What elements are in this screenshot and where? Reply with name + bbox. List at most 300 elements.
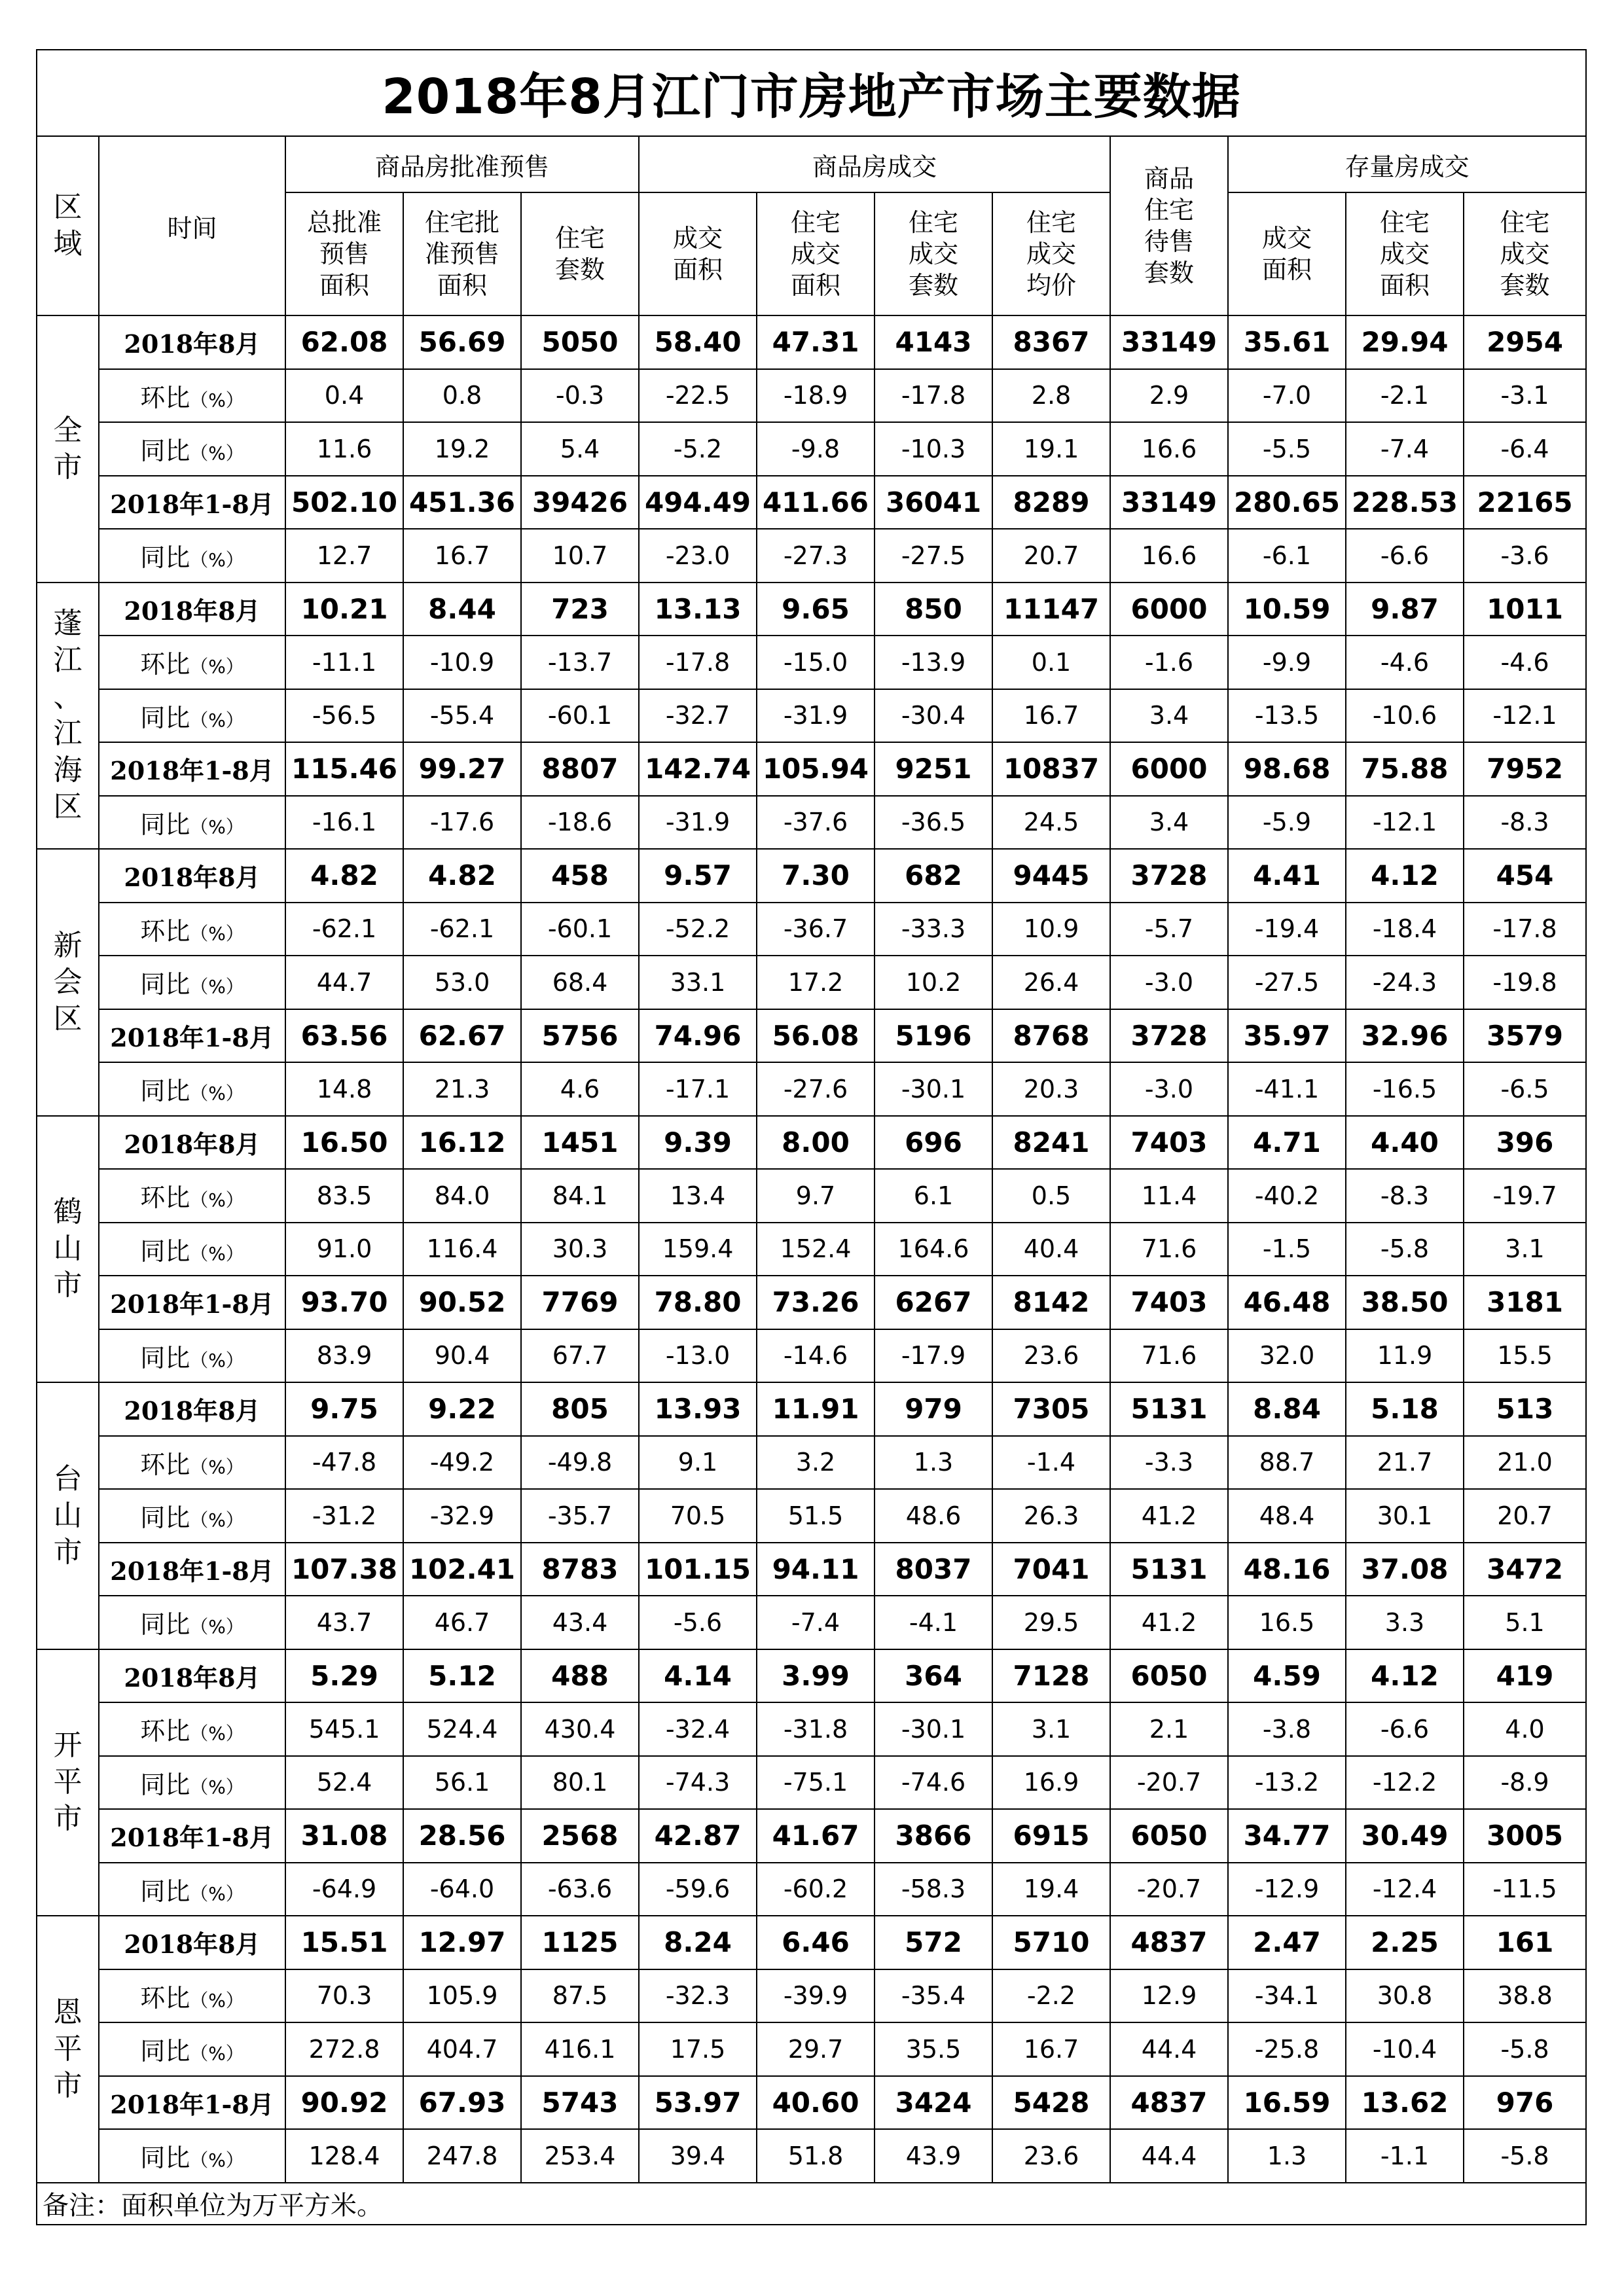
table-cell: 33149 <box>1110 476 1228 529</box>
row-label-text: 同比 <box>140 703 190 732</box>
table-cell: 53.0 <box>403 956 521 1009</box>
row-label-text: 同比 <box>140 1770 190 1799</box>
table-cell: 23.6 <box>992 1329 1110 1383</box>
row-label-unit: （%） <box>190 709 244 731</box>
table-cell: -1.4 <box>992 1436 1110 1490</box>
table-cell: 3866 <box>875 1809 992 1863</box>
table-cell: 62.08 <box>285 315 403 369</box>
table-cell: -12.9 <box>1228 1863 1346 1916</box>
table-cell: 3.1 <box>992 1702 1110 1756</box>
table-cell: -5.9 <box>1228 796 1346 850</box>
table-cell: 9.57 <box>639 849 757 903</box>
table-cell: -12.1 <box>1464 689 1586 743</box>
table-cell: 6000 <box>1110 583 1228 636</box>
row-label-text: 环比 <box>140 1983 190 2013</box>
table-cell: -6.4 <box>1464 422 1586 476</box>
row-label: 2018年8月 <box>99 583 285 636</box>
table-cell: 14.8 <box>285 1062 403 1116</box>
table-cell: 19.1 <box>992 422 1110 476</box>
table-cell: 19.4 <box>992 1863 1110 1916</box>
table-cell: -31.8 <box>757 1702 875 1756</box>
table-cell: 4.82 <box>285 849 403 903</box>
table-cell: 56.1 <box>403 1756 521 1810</box>
table-cell: 12.97 <box>403 1916 521 1969</box>
table-cell: 4.41 <box>1228 849 1346 903</box>
table-cell: -1.5 <box>1228 1223 1346 1276</box>
table-cell: 21.0 <box>1464 1436 1586 1490</box>
table-cell: 88.7 <box>1228 1436 1346 1490</box>
table-cell: -19.4 <box>1228 903 1346 956</box>
row-label-text: 同比 <box>140 2037 190 2066</box>
table-cell: -32.3 <box>639 1969 757 2023</box>
table-cell: -30.1 <box>875 1062 992 1116</box>
table-cell: 11.4 <box>1110 1169 1228 1223</box>
row-label-unit: （%） <box>190 1616 244 1638</box>
table-cell: 6.1 <box>875 1169 992 1223</box>
table-cell: -31.9 <box>639 796 757 850</box>
table-cell: 7403 <box>1110 1116 1228 1170</box>
row-label-text: 环比 <box>140 1717 190 1746</box>
table-cell: 44.7 <box>285 956 403 1009</box>
table-cell: -13.2 <box>1228 1756 1346 1810</box>
row-label-unit: （%） <box>190 1882 244 1905</box>
table-row <box>37 369 1586 423</box>
row-label-text: 同比 <box>140 1343 190 1372</box>
row-label: 2018年1-8月 <box>99 2076 285 2130</box>
table-cell: 4.40 <box>1346 1116 1464 1170</box>
table-cell: 48.16 <box>1228 1543 1346 1596</box>
table-cell: -18.9 <box>757 369 875 423</box>
table-row <box>37 1916 1586 1969</box>
table-cell: 20.7 <box>1464 1489 1586 1543</box>
table-cell: -1.1 <box>1346 2129 1464 2183</box>
table-cell: 58.40 <box>639 315 757 369</box>
row-label: 2018年1-8月 <box>99 1276 285 1329</box>
table-cell: 3.2 <box>757 1436 875 1490</box>
row-label <box>99 1489 285 1543</box>
table-cell: 10.59 <box>1228 583 1346 636</box>
table-cell: 15.51 <box>285 1916 403 1969</box>
table-cell: 62.67 <box>403 1009 521 1063</box>
table-cell: -49.8 <box>521 1436 639 1490</box>
table-cell: 68.4 <box>521 956 639 1009</box>
table-cell: 84.1 <box>521 1169 639 1223</box>
table-cell: -41.1 <box>1228 1062 1346 1116</box>
table-cell: 67.7 <box>521 1329 639 1383</box>
table-cell: 73.26 <box>757 1276 875 1329</box>
table-cell: 41.67 <box>757 1809 875 1863</box>
table-cell: 5.1 <box>1464 1596 1586 1649</box>
table-cell: 41.2 <box>1110 1489 1228 1543</box>
row-label-text: 同比 <box>140 970 190 999</box>
table-row <box>37 742 1586 796</box>
table-cell: -32.7 <box>639 689 757 743</box>
table-cell: 7041 <box>992 1543 1110 1596</box>
region-name: 台 山 市 <box>37 1382 99 1649</box>
table-cell: 2.1 <box>1110 1702 1228 1756</box>
header-column: 总批准 预售 面积 <box>285 192 403 315</box>
table-cell: 30.3 <box>521 1223 639 1276</box>
table-row <box>37 1062 1586 1116</box>
table-cell: 13.62 <box>1346 2076 1464 2130</box>
table-cell: -27.5 <box>1228 956 1346 1009</box>
table-cell: 105.94 <box>757 742 875 796</box>
table-row <box>37 1009 1586 1063</box>
table-cell: -36.5 <box>875 796 992 850</box>
table-cell: 8807 <box>521 742 639 796</box>
table-cell: 6050 <box>1110 1649 1228 1703</box>
table-cell: 30.49 <box>1346 1809 1464 1863</box>
table-cell: 4143 <box>875 315 992 369</box>
table-row <box>37 689 1586 743</box>
table-cell: -10.6 <box>1346 689 1464 743</box>
table-cell: 3.3 <box>1346 1596 1464 1649</box>
header-column: 住宅 成交 套数 <box>875 192 992 315</box>
table-row <box>37 422 1586 476</box>
table-cell: 34.77 <box>1228 1809 1346 1863</box>
table-row <box>37 2076 1586 2130</box>
table-cell: 10.21 <box>285 583 403 636</box>
row-label-unit: （%） <box>190 816 244 838</box>
row-label-unit: （%） <box>190 2043 244 2065</box>
table-cell: 83.9 <box>285 1329 403 1383</box>
table-cell: -17.8 <box>1464 903 1586 956</box>
table-cell: -23.0 <box>639 529 757 583</box>
table-cell: -3.0 <box>1110 956 1228 1009</box>
table-cell: -33.3 <box>875 903 992 956</box>
table-cell: 253.4 <box>521 2129 639 2183</box>
table-cell: 488 <box>521 1649 639 1703</box>
table-row <box>37 315 1586 369</box>
table-cell: -75.1 <box>757 1756 875 1810</box>
table-cell: 78.80 <box>639 1276 757 1329</box>
table-cell: -39.9 <box>757 1969 875 2023</box>
table-cell: 2.25 <box>1346 1916 1464 1969</box>
table-cell: 16.12 <box>403 1116 521 1170</box>
table-cell: 228.53 <box>1346 476 1464 529</box>
table-cell: -27.6 <box>757 1062 875 1116</box>
region-name: 鹤 山 市 <box>37 1116 99 1383</box>
row-label-unit: （%） <box>190 922 244 944</box>
table-cell: 13.13 <box>639 583 757 636</box>
table-cell: 16.5 <box>1228 1596 1346 1649</box>
table-cell: 105.9 <box>403 1969 521 2023</box>
table-cell: 116.4 <box>403 1223 521 1276</box>
table-cell: 75.88 <box>1346 742 1464 796</box>
row-label <box>99 1702 285 1756</box>
row-label: 2018年8月 <box>99 1649 285 1703</box>
row-label <box>99 636 285 689</box>
data-table <box>36 49 1587 2225</box>
table-cell: -12.1 <box>1346 796 1464 850</box>
table-cell: 3424 <box>875 2076 992 2130</box>
table-row <box>37 796 1586 850</box>
table-cell: 8768 <box>992 1009 1110 1063</box>
table-cell: 5743 <box>521 2076 639 2130</box>
table-cell: 43.4 <box>521 1596 639 1649</box>
row-label <box>99 1062 285 1116</box>
table-cell: 2.8 <box>992 369 1110 423</box>
row-label-unit: （%） <box>190 1242 244 1265</box>
table-cell: 805 <box>521 1382 639 1436</box>
table-cell: -3.8 <box>1228 1702 1346 1756</box>
table-cell: -11.5 <box>1464 1863 1586 1916</box>
table-cell: 8367 <box>992 315 1110 369</box>
row-label-text: 同比 <box>140 1610 190 1640</box>
row-label <box>99 529 285 583</box>
row-label-unit: （%） <box>190 1989 244 2011</box>
table-cell: 1.3 <box>875 1436 992 1490</box>
table-cell: 21.7 <box>1346 1436 1464 1490</box>
table-cell: -55.4 <box>403 689 521 743</box>
table-cell: 7.30 <box>757 849 875 903</box>
table-cell: -18.6 <box>521 796 639 850</box>
table-cell: 161 <box>1464 1916 1586 1969</box>
table-cell: 47.31 <box>757 315 875 369</box>
row-label-unit: （%） <box>190 656 244 678</box>
table-cell: 7952 <box>1464 742 1586 796</box>
table-cell: -5.2 <box>639 422 757 476</box>
table-cell: -5.8 <box>1346 1223 1464 1276</box>
table-cell: 545.1 <box>285 1702 403 1756</box>
table-cell: -60.1 <box>521 689 639 743</box>
table-cell: 16.59 <box>1228 2076 1346 2130</box>
table-cell: 1451 <box>521 1116 639 1170</box>
header-time: 时间 <box>99 136 285 315</box>
table-cell: -17.8 <box>639 636 757 689</box>
table-cell: -17.1 <box>639 1062 757 1116</box>
table-cell: -13.5 <box>1228 689 1346 743</box>
table-cell: -31.9 <box>757 689 875 743</box>
table-cell: -56.5 <box>285 689 403 743</box>
table-cell: 38.50 <box>1346 1276 1464 1329</box>
table-cell: 13.4 <box>639 1169 757 1223</box>
table-cell: 91.0 <box>285 1223 403 1276</box>
table-cell: 19.2 <box>403 422 521 476</box>
row-label: 2018年8月 <box>99 849 285 903</box>
table-cell: -9.9 <box>1228 636 1346 689</box>
table-cell: 8289 <box>992 476 1110 529</box>
table-cell: 11.91 <box>757 1382 875 1436</box>
region-name: 蓬 江 、 江 海 区 <box>37 583 99 850</box>
table-cell: -6.6 <box>1346 1702 1464 1756</box>
table-cell: -60.1 <box>521 903 639 956</box>
table-cell: 404.7 <box>403 2022 521 2076</box>
table-cell: 1.3 <box>1228 2129 1346 2183</box>
table-cell: 3181 <box>1464 1276 1586 1329</box>
table-cell: 40.60 <box>757 2076 875 2130</box>
table-cell: 102.41 <box>403 1543 521 1596</box>
table-cell: 21.3 <box>403 1062 521 1116</box>
row-label-text: 环比 <box>140 1450 190 1479</box>
table-cell: 37.08 <box>1346 1543 1464 1596</box>
table-cell: 4.14 <box>639 1649 757 1703</box>
table-cell: 22165 <box>1464 476 1586 529</box>
table-cell: 38.8 <box>1464 1969 1586 2023</box>
table-cell: 7769 <box>521 1276 639 1329</box>
table-cell: 32.96 <box>1346 1009 1464 1063</box>
table-cell: 7305 <box>992 1382 1110 1436</box>
row-label-text: 环比 <box>140 916 190 946</box>
row-label-text: 环比 <box>140 383 190 412</box>
table-cell: -4.1 <box>875 1596 992 1649</box>
table-cell: -36.7 <box>757 903 875 956</box>
row-label: 2018年8月 <box>99 315 285 369</box>
table-cell: 976 <box>1464 2076 1586 2130</box>
table-cell: 20.7 <box>992 529 1110 583</box>
table-cell: 93.70 <box>285 1276 403 1329</box>
row-label: 2018年1-8月 <box>99 476 285 529</box>
table-cell: 272.8 <box>285 2022 403 2076</box>
table-cell: -13.9 <box>875 636 992 689</box>
table-cell: 502.10 <box>285 476 403 529</box>
table-cell: 26.4 <box>992 956 1110 1009</box>
table-cell: 9445 <box>992 849 1110 903</box>
table-cell: -40.2 <box>1228 1169 1346 1223</box>
row-label <box>99 956 285 1009</box>
table-row <box>37 1969 1586 2023</box>
table-cell: 513 <box>1464 1382 1586 1436</box>
table-cell: -8.3 <box>1464 796 1586 850</box>
table-cell: -11.1 <box>285 636 403 689</box>
table-cell: 411.66 <box>757 476 875 529</box>
table-cell: 4.71 <box>1228 1116 1346 1170</box>
table-cell: -7.0 <box>1228 369 1346 423</box>
table-cell: 0.1 <box>992 636 1110 689</box>
table-cell: 56.08 <box>757 1009 875 1063</box>
table-cell: -13.0 <box>639 1329 757 1383</box>
table-cell: 5131 <box>1110 1543 1228 1596</box>
table-cell: 35.97 <box>1228 1009 1346 1063</box>
table-cell: 3579 <box>1464 1009 1586 1063</box>
table-cell: 35.61 <box>1228 315 1346 369</box>
table-cell: -4.6 <box>1464 636 1586 689</box>
table-cell: 3.4 <box>1110 689 1228 743</box>
table-cell: -27.5 <box>875 529 992 583</box>
table-cell: -15.0 <box>757 636 875 689</box>
table-cell: 9.39 <box>639 1116 757 1170</box>
table-cell: 8.00 <box>757 1116 875 1170</box>
table-cell: 70.3 <box>285 1969 403 2023</box>
row-label-unit: （%） <box>190 1456 244 1478</box>
table-cell: -19.8 <box>1464 956 1586 1009</box>
table-cell: -12.4 <box>1346 1863 1464 1916</box>
header-group-transaction: 商品房成交 <box>639 136 1110 192</box>
table-cell: 29.94 <box>1346 315 1464 369</box>
table-cell: 9.87 <box>1346 583 1464 636</box>
row-label <box>99 1863 285 1916</box>
table-cell: -3.0 <box>1110 1062 1228 1116</box>
table-cell: 67.93 <box>403 2076 521 2130</box>
table-cell: 4837 <box>1110 1916 1228 1969</box>
table-row <box>37 1702 1586 1756</box>
row-label <box>99 1169 285 1223</box>
table-cell: 4.82 <box>403 849 521 903</box>
table-cell: 396 <box>1464 1116 1586 1170</box>
row-label <box>99 422 285 476</box>
footnote: 备注：面积单位为万平方米。 <box>37 2183 1586 2225</box>
table-cell: 128.4 <box>285 2129 403 2183</box>
row-label-text: 环比 <box>140 1183 190 1213</box>
table-cell: 6050 <box>1110 1809 1228 1863</box>
header-column: 住宅 成交 面积 <box>757 192 875 315</box>
table-cell: 16.6 <box>1110 529 1228 583</box>
table-cell: 159.4 <box>639 1223 757 1276</box>
table-row <box>37 1489 1586 1543</box>
table-cell: 5.18 <box>1346 1382 1464 1436</box>
table-cell: 3.4 <box>1110 796 1228 850</box>
table-cell: 16.6 <box>1110 422 1228 476</box>
row-label-unit: （%） <box>190 389 244 411</box>
header-column: 住宅批 准预售 面积 <box>403 192 521 315</box>
table-cell: 33149 <box>1110 315 1228 369</box>
row-label: 2018年1-8月 <box>99 742 285 796</box>
table-cell: 36041 <box>875 476 992 529</box>
table-cell: -10.3 <box>875 422 992 476</box>
table-cell: 99.27 <box>403 742 521 796</box>
row-label: 2018年1-8月 <box>99 1809 285 1863</box>
table-cell: 51.8 <box>757 2129 875 2183</box>
row-label <box>99 369 285 423</box>
table-cell: 8.24 <box>639 1916 757 1969</box>
table-cell: -35.4 <box>875 1969 992 2023</box>
table-cell: -5.8 <box>1464 2129 1586 2183</box>
table-cell: -63.6 <box>521 1863 639 1916</box>
table-cell: 29.7 <box>757 2022 875 2076</box>
row-label <box>99 796 285 850</box>
table-cell: 10837 <box>992 742 1110 796</box>
row-label-unit: （%） <box>190 442 244 465</box>
table-cell: -12.2 <box>1346 1756 1464 1810</box>
table-cell: -64.9 <box>285 1863 403 1916</box>
table-cell: 35.5 <box>875 2022 992 2076</box>
table-row <box>37 476 1586 529</box>
table-cell: 5131 <box>1110 1382 1228 1436</box>
table-row <box>37 2129 1586 2183</box>
data-sheet <box>36 49 1585 2225</box>
table-row <box>37 903 1586 956</box>
region-name: 全 市 <box>37 315 99 583</box>
table-cell: -74.6 <box>875 1756 992 1810</box>
region-name: 恩 平 市 <box>37 1916 99 2183</box>
table-cell: 30.8 <box>1346 1969 1464 2023</box>
header-column: 成交 面积 <box>1228 192 1346 315</box>
table-cell: 16.7 <box>992 2022 1110 2076</box>
row-label <box>99 1969 285 2023</box>
table-cell: 13.93 <box>639 1382 757 1436</box>
table-cell: -20.7 <box>1110 1756 1228 1810</box>
table-cell: 33.1 <box>639 956 757 1009</box>
table-cell: 3.99 <box>757 1649 875 1703</box>
row-label-text: 同比 <box>140 1876 190 1906</box>
table-cell: 71.6 <box>1110 1329 1228 1383</box>
table-cell: 46.7 <box>403 1596 521 1649</box>
table-cell: 8037 <box>875 1543 992 1596</box>
table-cell: 247.8 <box>403 2129 521 2183</box>
table-cell: 5710 <box>992 1916 1110 1969</box>
table-cell: -19.7 <box>1464 1169 1586 1223</box>
table-cell: 41.2 <box>1110 1596 1228 1649</box>
table-cell: -6.5 <box>1464 1062 1586 1116</box>
table-row <box>37 1863 1586 1916</box>
table-cell: 26.3 <box>992 1489 1110 1543</box>
table-cell: -10.9 <box>403 636 521 689</box>
table-cell: -35.7 <box>521 1489 639 1543</box>
table-cell: 10.7 <box>521 529 639 583</box>
table-cell: -58.3 <box>875 1863 992 1916</box>
table-cell: 16.7 <box>403 529 521 583</box>
table-cell: 115.46 <box>285 742 403 796</box>
